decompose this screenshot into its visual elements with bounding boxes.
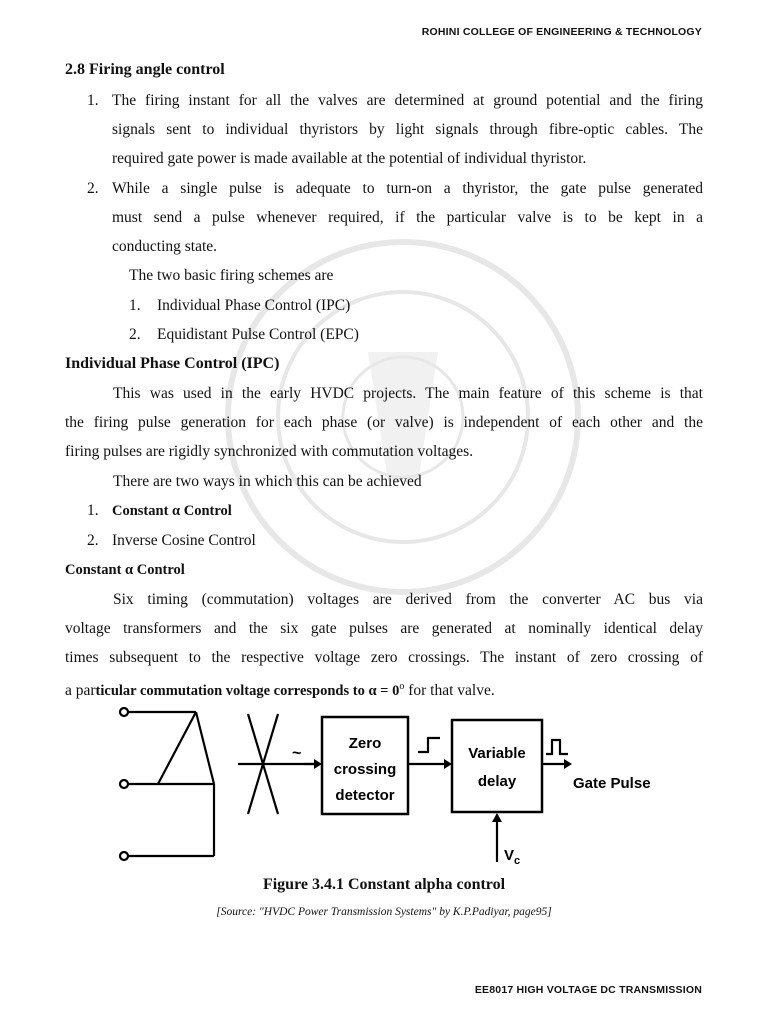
figure-caption: Figure 3.4.1 Constant alpha control: [262, 876, 506, 893]
constant-alpha-block-diagram: [118, 702, 658, 872]
list-number: 2.: [87, 180, 99, 197]
variable-delay-block: [452, 720, 542, 812]
pulse-waveform-icon: [546, 740, 568, 754]
list-number: 1.: [129, 297, 141, 314]
control-voltage-arrow: [492, 813, 502, 862]
block-label: Variable: [468, 745, 526, 762]
block-label: crossing: [333, 761, 397, 778]
subsection-heading: Individual Phase Control (IPC): [65, 355, 280, 372]
figure-source: [Source: "HVDC Power Transmission Systems" by K.P.Padiyar, page95]: [216, 906, 552, 918]
section-title: 2.8 Firing angle control: [65, 61, 225, 78]
step-waveform-icon: [418, 738, 440, 752]
paragraph-line: The firing instant for all the valves are determined at ground potential and the firing: [112, 92, 703, 109]
arrow-to-detector: [304, 759, 322, 769]
paragraph-line: voltage transformers and the six gate pulses are generated at nominally identical delay: [65, 620, 703, 637]
list-number: 2.: [87, 532, 99, 549]
list-item: Equidistant Pulse Control (EPC): [157, 326, 359, 343]
list-number: 1.: [87, 92, 99, 109]
list-item: Constant α Control: [112, 503, 232, 519]
phase-lines-symbol: [238, 714, 314, 814]
paragraph-line: The two basic firing schemes are: [129, 267, 334, 284]
degree-superscript: o: [399, 681, 405, 692]
paragraph-line: the firing pulse generation for each phase (or valve) is independent of each other and the: [65, 414, 703, 431]
subsection-heading: Constant α Control: [65, 562, 185, 578]
page-header: ROHINI COLLEGE OF ENGINEERING & TECHNOLOGY: [421, 26, 702, 38]
paragraph-line: must send a pulse whenever required, if the particular valve is to be kept in a: [112, 209, 703, 226]
gate-pulse-label: Gate Pulse: [573, 775, 651, 792]
paragraph-line: Six timing (commutation) voltages are derived from the converter AC bus via: [113, 591, 703, 608]
sine-symbol: ~: [292, 745, 302, 762]
text-run: a par: [65, 682, 96, 700]
paragraph-line: conducting state.: [112, 238, 218, 255]
paragraph-line: This was used in the early HVDC projects. The main feature of this scheme is that: [113, 385, 703, 402]
arrow-to-output: [542, 759, 572, 769]
page-footer: EE8017 HIGH VOLTAGE DC TRANSMISSION: [474, 984, 702, 996]
paragraph-line: [65, 677, 495, 701]
text-run: for that valve.: [404, 682, 495, 700]
text-run-bold: ticular commutation voltage corresponds to α = 0: [95, 683, 400, 700]
paragraph-line: While a single pulse is adequate to turn-on a thyristor, the gate pulse generated: [112, 180, 703, 197]
block-label: detector: [335, 787, 395, 804]
paragraph-line: signals sent to individual thyristors by light signals through fibre-optic cables. The: [112, 121, 703, 138]
paragraph-line: required gate power is made available at the potential of individual thyristor.: [112, 150, 587, 167]
list-number: 1.: [87, 502, 99, 519]
list-item: Individual Phase Control (IPC): [157, 297, 351, 314]
paragraph-line: There are two ways in which this can be achieved: [113, 473, 422, 490]
list-number: 2.: [129, 326, 141, 343]
paragraph-line: times subsequent to the respective voltage zero crossings. The instant of zero crossing of: [65, 649, 703, 666]
delta-transformer-symbol: [120, 708, 214, 860]
arrow-to-delay: [408, 759, 452, 769]
block-label: Zero: [348, 735, 382, 752]
list-item: Inverse Cosine Control: [112, 532, 256, 549]
block-label: delay: [477, 773, 517, 790]
control-voltage-label: $V_c$: [504, 847, 521, 867]
paragraph-line: firing pulses are rigidly synchronized with commutation voltages.: [65, 443, 474, 460]
